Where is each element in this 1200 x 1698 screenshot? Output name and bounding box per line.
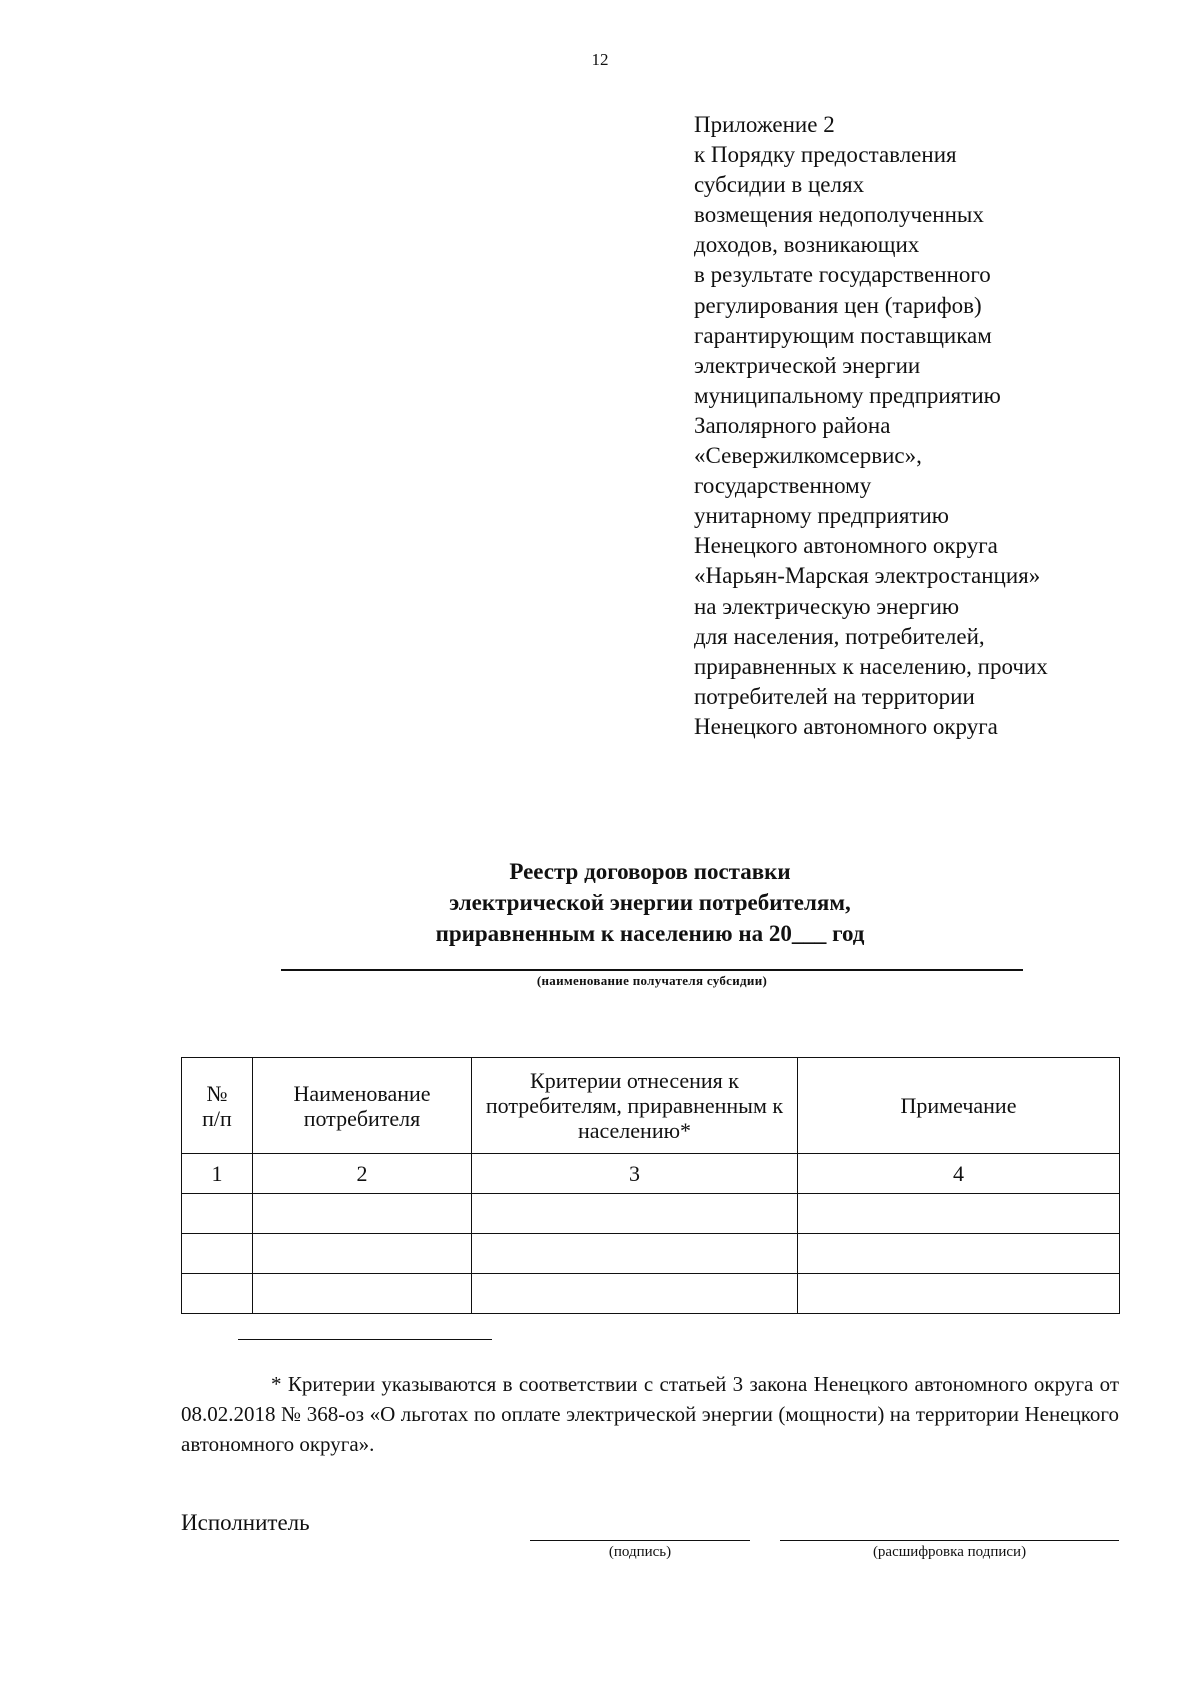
annex-line: унитарному предприятию	[694, 503, 949, 529]
annex-header	[694, 110, 1164, 742]
annex-line: Ненецкого автономного округа	[694, 713, 998, 739]
annex-line: «Нарьян-Марская электростанция»	[694, 563, 1041, 589]
recipient-caption: (наименование получателя субсидии)	[536, 973, 768, 988]
annex-line: Приложение 2	[694, 112, 835, 137]
table-header-row	[182, 1058, 1120, 1154]
table-cell	[798, 1234, 1120, 1274]
table-row	[182, 1274, 1120, 1314]
annex-line: в результате государственного	[694, 262, 991, 288]
annex-line: на электрическую энергию	[694, 593, 960, 619]
table-cell	[253, 1194, 472, 1234]
title-line-3: приравненным к населению на 20___ год	[435, 921, 865, 946]
table-cell	[253, 1234, 472, 1274]
annex-line: гарантирующим поставщикам	[694, 322, 992, 348]
document-title	[0, 856, 1200, 949]
header-number: № п/п	[182, 1058, 253, 1154]
annex-line: для населения, потребителей,	[694, 623, 985, 649]
annex-line: муниципальному предприятию	[694, 382, 1001, 408]
table-cell	[253, 1274, 472, 1314]
table-row	[182, 1234, 1120, 1274]
table-cell	[182, 1234, 253, 1274]
column-number: 4	[798, 1154, 1120, 1194]
annex-line: электрической энергии	[694, 352, 921, 378]
column-number-row	[182, 1154, 1120, 1194]
title-line-2: электрической энергии потребителям,	[449, 890, 851, 915]
annex-line: доходов, возникающих	[694, 232, 920, 258]
annex-line: возмещения недополученных	[694, 202, 984, 228]
footnote-separator	[238, 1339, 492, 1340]
table-cell	[472, 1234, 798, 1274]
column-number: 1	[182, 1154, 253, 1194]
signature-decoding-line	[780, 1540, 1119, 1541]
annex-line: Заполярного района	[694, 412, 891, 438]
registry-table	[181, 1057, 1120, 1314]
table-cell	[472, 1194, 798, 1234]
column-number: 2	[253, 1154, 472, 1194]
annex-line: регулирования цен (тарифов)	[694, 292, 982, 318]
page-number: 12	[591, 50, 609, 69]
signature-decoding-caption: (расшифровка подписи)	[872, 1544, 1027, 1560]
table-cell	[472, 1274, 798, 1314]
table-row	[182, 1194, 1120, 1234]
annex-line: субсидии в целях	[694, 172, 865, 198]
annex-line: государственному	[694, 473, 872, 499]
annex-line: Ненецкого автономного округа	[694, 533, 998, 559]
annex-line: приравненных к населению, прочих	[694, 653, 1048, 679]
table-cell	[182, 1274, 253, 1314]
annex-line: «Севержилкомсервис»,	[694, 443, 922, 469]
footnote-text: * Критерии указываются в соответствии с статьей 3 закона Ненецкого автономного округа от 08.02.2018 № 368-оз «О льготах по оплате электрической энергии (мощности) на территории Ненецкого автономного округа».	[181, 1372, 1119, 1456]
table-cell	[798, 1194, 1120, 1234]
header-note: Примечание	[798, 1058, 1120, 1154]
header-criteria: Критерии отнесения к потребителям, приравненным к населению*	[472, 1058, 798, 1154]
table-cell	[798, 1274, 1120, 1314]
recipient-name-line	[281, 969, 1023, 971]
column-number: 3	[472, 1154, 798, 1194]
title-line-1: Реестр договоров поставки	[509, 859, 791, 884]
table-cell	[182, 1194, 253, 1234]
annex-line: к Порядку предоставления	[694, 142, 957, 168]
annex-line: потребителей на территории	[694, 683, 975, 709]
signature-caption: (подпись)	[608, 1544, 672, 1560]
signature-line	[530, 1540, 750, 1541]
header-consumer-name: Наименование потребителя	[253, 1058, 472, 1154]
executor-label: Исполнитель	[181, 1510, 310, 1535]
